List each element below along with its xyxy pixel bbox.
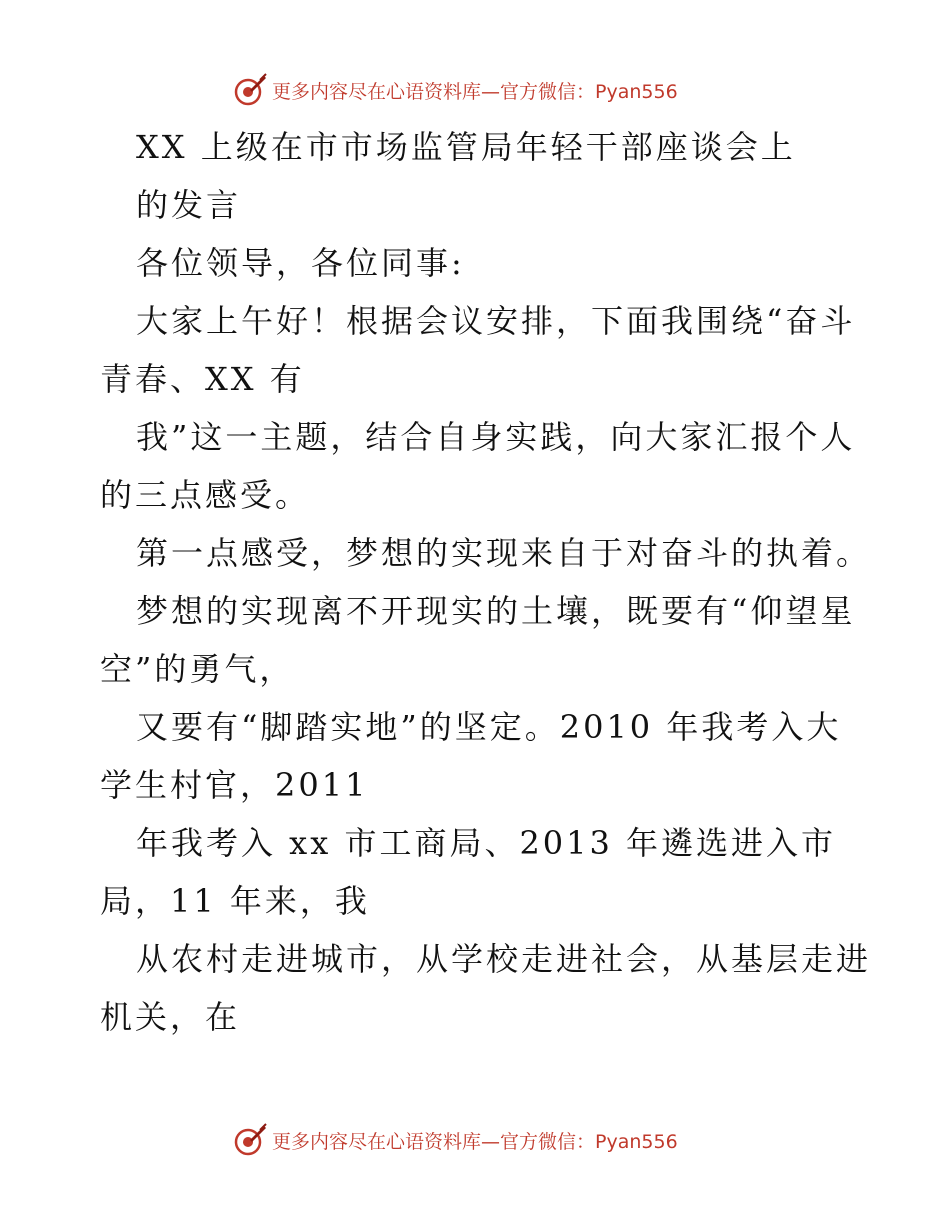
banner-text <box>272 77 678 104</box>
footer-banner <box>232 1120 732 1160</box>
text-line: 的发言 <box>136 186 242 224</box>
text-line: 局，11 年来，我 <box>100 882 370 920</box>
text-line: 的三点感受。 <box>100 476 311 514</box>
text-line: 我”这一主题，结合自身实践，向大家汇报个人 <box>136 418 856 456</box>
header-banner <box>232 70 732 110</box>
text-line: 第一点感受，梦想的实现来自于对奋斗的执着。 <box>136 534 872 572</box>
text-line: 又要有“脚踏实地”的坚定。2010 年我考入大 <box>136 708 842 746</box>
text-line: XX 上级在市市场监管局年轻干部座谈会上 <box>136 128 796 166</box>
banner-dash: — <box>481 1130 501 1153</box>
text-line: 各位领导，各位同事: <box>136 244 465 282</box>
text-line: 机关，在 <box>100 998 241 1036</box>
banner-text <box>272 1127 678 1154</box>
banner-main-text: 更多内容尽在心语资料库 <box>272 80 482 103</box>
quill-logo-icon <box>232 72 268 108</box>
text-line: 从农村走进城市，从学校走进社会，从基层走进 <box>136 940 872 978</box>
text-line: 梦想的实现离不开现实的土壤，既要有“仰望星 <box>136 592 856 630</box>
quill-logo-icon <box>232 1122 268 1158</box>
banner-wechat-text: 官方微信：Pyan556 <box>500 1130 678 1153</box>
text-line: 空”的勇气， <box>100 650 295 688</box>
text-line: 青春、XX 有 <box>100 360 305 398</box>
text-line: 年我考入 xx 市工商局、2013 年遴选进入市 <box>136 824 837 862</box>
banner-wechat-text: 官方微信：Pyan556 <box>500 80 678 103</box>
text-line: 学生村官，2011 <box>100 766 369 804</box>
banner-main-text: 更多内容尽在心语资料库 <box>272 1130 482 1153</box>
document-body <box>100 118 872 1046</box>
text-line: 大家上午好！根据会议安排，下面我围绕“奋斗 <box>136 302 856 340</box>
banner-dash: — <box>481 80 501 103</box>
